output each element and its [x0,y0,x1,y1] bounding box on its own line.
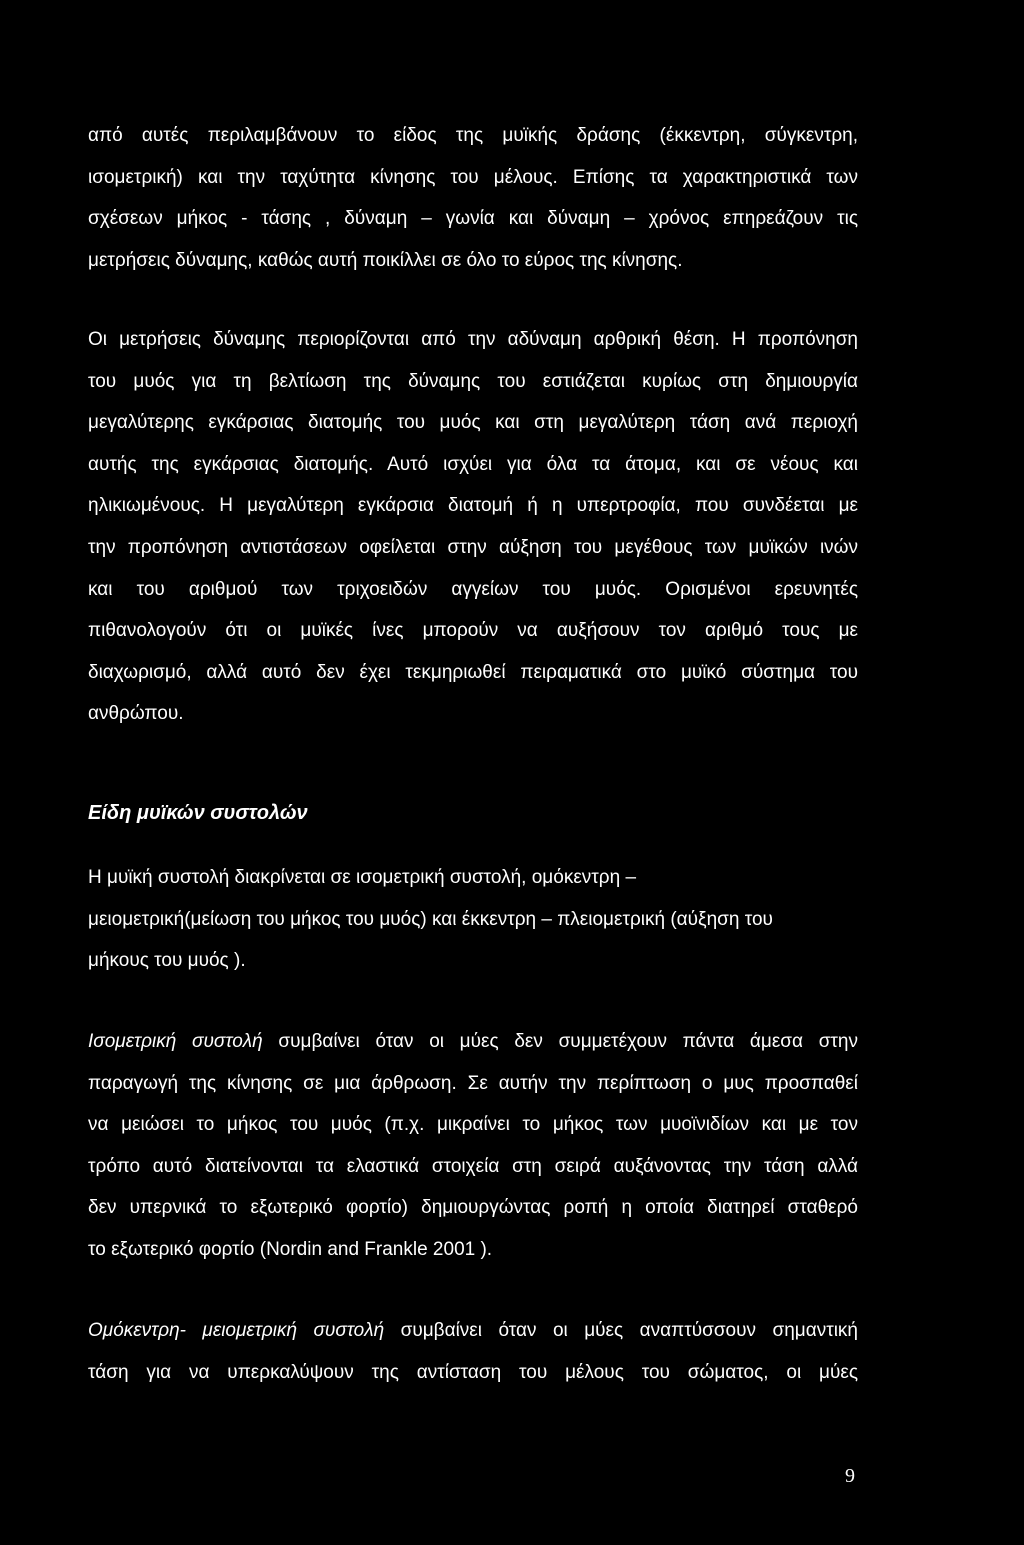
paragraph-line: διαχωρισμό, αλλά αυτό δεν έχει τεκμηριωθεί πειραματικά στο μυϊκό σύστημα του [88,661,858,683]
paragraph-line: σχέσεων μήκος - τάσης , δύναμη – γωνία και δύναμη – χρόνος επηρεάζουν τις [88,208,858,230]
paragraph-line: να μειώσει το μήκος του μυός (π.χ. μικραίνει το μήκος των μυοϊνιδίων και με τον [88,1114,858,1136]
term-italic: Ομόκεντρη- μειομετρική συστολή [88,1320,385,1341]
paragraph-line: από αυτές περιλαμβάνουν το είδος της μυϊκής δράσης (έκκεντρη, σύγκεντρη, [88,125,858,146]
paragraph-line-text: συμβαίνει όταν οι μύες αναπτύσσουν σημαντική [400,1320,858,1341]
paragraph-contraction-types [88,857,858,982]
paragraph-line: Η μυϊκή συστολή διακρίνεται σε ισομετρική συστολή, ομόκεντρη – [88,867,637,888]
paragraph-line [88,1310,858,1352]
paragraph-line: και του αριθμού των τριχοειδών αγγείων του μυός. Ορισμένοι ερευνητές [88,578,858,600]
paragraph-line: τάση για να υπερκαλύψουν της αντίσταση του μέλους του σώματος, οι μύες [88,1361,858,1383]
paragraph-line: του μυός για τη βελτίωση της δύναμης του εστιάζεται κυρίως στη δημιουργία [88,370,858,392]
paragraph-line: ανθρώπου. [88,703,184,725]
paragraph-line: ισομετρική) και την ταχύτητα κίνησης του μέλους. Επίσης τα χαρακτηριστικά των [88,166,858,188]
paragraph-strength-training [88,319,858,735]
paragraph-line: Οι μετρήσεις δύναμης περιορίζονται από την αδύναμη αρθρική θέση. Η προπόνηση [88,329,858,350]
paragraph-line: δεν υπερνικά το εξωτερικό φορτίο) δημιουργώντας ροπή η οποία διατηρεί σταθερό [88,1197,858,1219]
paragraph-line: μετρήσεις δύναμης, καθώς αυτή ποικίλλει σε όλο το εύρος της κίνησης. [88,249,683,271]
paragraph-line: το εξωτερικό φορτίο (Nordin and Frankle 2001 ). [88,1238,493,1260]
paragraph-line [88,1021,858,1063]
paragraph-line: πιθανολογούν ότι οι μυϊκές ίνες μπορούν να αυξήσουν τον αριθμό τους με [88,620,858,642]
paragraph-line-text: συμβαίνει όταν οι μύες δεν συμμετέχουν πάντα άμεσα στην [278,1031,858,1052]
paragraph-line: μεγαλύτερης εγκάρσιας διατομής του μυός και στη μεγαλύτερη τάση ανά περιοχή [88,412,858,434]
term-italic: Ισομετρική συστολή [88,1031,263,1052]
paragraph-line: την προπόνηση αντιστάσεων οφείλεται στην αύξηση του μεγέθους των μυϊκών ινών [88,536,858,558]
paragraph-line: μειομετρική(μείωση του μήκος του μυός) και έκκεντρη – πλειομετρική (αύξηση του [88,908,773,930]
paragraph-isometric-contraction [88,1021,858,1271]
paragraph-line: ηλικιωμένους. Η μεγαλύτερη εγκάρσια διατομή ή η υπερτροφία, που συνδέεται με [88,495,858,517]
paragraph-force-measurement-factors [88,115,858,281]
paragraph-concentric-contraction [88,1310,858,1393]
paragraph-line: μήκους του μυός ). [88,950,246,972]
page-number: 9 [845,1465,855,1487]
paragraph-line: παραγωγή της κίνησης σε μια άρθρωση. Σε αυτήν την περίπτωση ο μυς προσπαθεί [88,1072,858,1094]
paragraph-line: τρόπο αυτό διατείνονται τα ελαστικά στοιχεία στη σειρά αυξάνοντας την τάση αλλά [88,1155,858,1177]
section-heading: Είδη μυϊκών συστολών [88,802,308,824]
paragraph-line: αυτής της εγκάρσιας διατομής. Αυτό ισχύει για όλα τα άτομα, και σε νέους και [88,453,858,475]
